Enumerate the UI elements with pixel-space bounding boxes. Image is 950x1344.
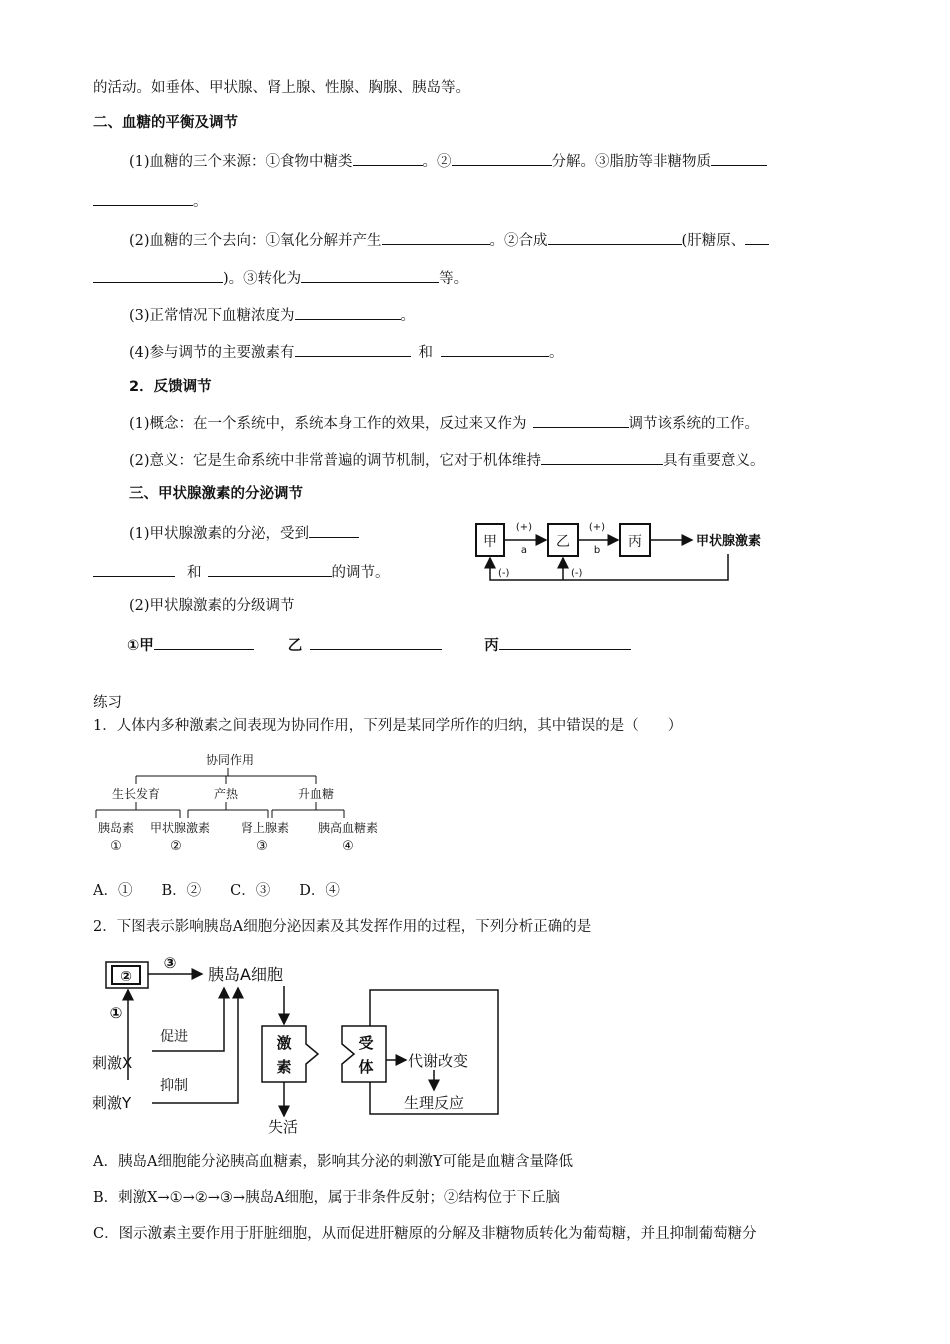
thyroid-grading-blanks xyxy=(127,634,631,656)
question-2-option-c[interactable]: C．图示激素主要作用于肝脏细胞，从而促进肝糖原的分解及非糖物质转化为葡萄糖，并且抑制葡萄糖分 xyxy=(93,1226,757,1242)
blank[interactable] xyxy=(93,267,223,283)
minus-yi: (-) xyxy=(571,568,583,579)
blank[interactable] xyxy=(93,561,175,577)
blank[interactable] xyxy=(745,229,769,245)
text: (1)甲状腺激素的分泌，受到 xyxy=(129,526,310,542)
regulating-hormones xyxy=(129,341,564,363)
text: 和 xyxy=(187,565,202,581)
islet-a-cell-diagram xyxy=(88,948,508,1138)
text: 和 xyxy=(418,345,434,361)
label-hormone-2: 素 xyxy=(276,1058,292,1076)
text: 丙 xyxy=(484,638,499,654)
blank[interactable] xyxy=(301,267,439,283)
hormone-insulin: 胰岛素 xyxy=(97,821,135,835)
label-2: ② xyxy=(120,969,132,985)
text: (3)正常情况下血糖浓度为 xyxy=(129,308,295,324)
text: ①甲 xyxy=(127,638,154,654)
text: 。 xyxy=(549,345,564,361)
blank[interactable] xyxy=(382,229,490,245)
group-heat: 产热 xyxy=(213,787,239,801)
blank[interactable] xyxy=(548,229,682,245)
blank[interactable] xyxy=(441,341,549,357)
label-b: b xyxy=(593,545,601,556)
text: 调节该系统的工作。 xyxy=(628,416,760,432)
num-4: ④ xyxy=(342,839,354,854)
thyroid-regulation-p1 xyxy=(129,522,359,544)
text: 具有重要意义。 xyxy=(663,453,765,469)
label-metabolic-change: 代谢改变 xyxy=(408,1052,469,1070)
question-2-option-a[interactable]: A．胰岛A细胞能分泌胰高血糖素，影响其分泌的刺激Y可能是血糖含量降低 xyxy=(93,1154,574,1170)
label-promote: 促进 xyxy=(160,1029,188,1045)
text: 的调节。 xyxy=(331,565,390,581)
feedback-significance xyxy=(129,449,765,471)
question-2-option-b[interactable]: B．刺激X→①→②→③→胰岛A细胞，属于非条件反射；②结构位于下丘脑 xyxy=(93,1190,561,1206)
text: 。 xyxy=(193,194,208,210)
text: (2)血糖的三个去向：①氧化分解并产生 xyxy=(129,233,382,249)
blood-sugar-concentration xyxy=(129,304,415,326)
blank[interactable] xyxy=(295,304,401,320)
blank[interactable] xyxy=(93,190,193,206)
num-3: ③ xyxy=(256,839,268,854)
text: 等。 xyxy=(439,271,469,287)
hormone-glucagon: 胰高血糖素 xyxy=(317,821,379,835)
minus-jia: (-) xyxy=(498,568,510,579)
blood-sugar-sources xyxy=(129,150,767,172)
num-2: ② xyxy=(170,839,182,854)
label-jia: 甲 xyxy=(483,534,497,550)
group-raise-sugar: 升血糖 xyxy=(297,787,335,801)
label-thyroid-hormone: 甲状腺激素 xyxy=(696,534,762,549)
question-2: 2．下图表示影响胰岛A细胞分泌因素及其发挥作用的过程，下列分析正确的是 xyxy=(93,919,592,935)
label-yi: 乙 xyxy=(556,534,570,550)
blank[interactable] xyxy=(452,150,552,166)
blank[interactable] xyxy=(711,150,767,166)
text: (1)概念：在一个系统中，系统本身工作的效果，反过来又作为 xyxy=(129,416,527,432)
section-title-blood-sugar: 二、血糖的平衡及调节 xyxy=(93,115,238,131)
blank[interactable] xyxy=(541,449,663,465)
feedback-title: 2．反馈调节 xyxy=(129,379,212,395)
practice-heading: 练习 xyxy=(93,695,122,711)
text: (1)血糖的三个来源：①食物中糖类 xyxy=(129,154,353,170)
intro-line: 的活动。如垂体、甲状腺、肾上腺、性腺、胸腺、胰岛等。 xyxy=(93,80,470,96)
blank[interactable] xyxy=(208,561,332,577)
plus-a: (+) xyxy=(515,522,533,533)
label-receptor-2: 体 xyxy=(358,1058,374,1076)
question-1-options[interactable]: A．① B．② C．③ D．④ xyxy=(93,883,340,899)
synergy-tree-diagram xyxy=(92,748,392,856)
blank[interactable] xyxy=(353,150,423,166)
label-receptor-1: 受 xyxy=(358,1034,374,1052)
label-inhibit: 抑制 xyxy=(160,1078,188,1094)
label-3: ③ xyxy=(163,954,177,972)
label-stimulus-x: 刺激X xyxy=(92,1054,133,1072)
blood-sugar-destinations xyxy=(129,229,769,251)
thyroid-grading-title: (2)甲状腺激素的分级调节 xyxy=(129,598,295,614)
blank[interactable] xyxy=(310,634,442,650)
label-1: ① xyxy=(109,1004,123,1022)
label-inactive: 失活 xyxy=(268,1118,299,1136)
text: 乙 xyxy=(287,638,303,654)
label-a: a xyxy=(520,545,528,556)
num-1: ① xyxy=(110,839,122,854)
text: (2)意义：它是生命系统中非常普遍的调节机制，它对于机体维持 xyxy=(129,453,542,469)
text: 。 xyxy=(400,308,416,324)
blank[interactable] xyxy=(154,634,254,650)
hormone-thyroid: 甲状腺激素 xyxy=(149,821,211,835)
group-growth: 生长发育 xyxy=(111,787,161,801)
hormone-adrenaline: 肾上腺素 xyxy=(240,821,290,835)
blood-sugar-sources-cont xyxy=(93,190,208,212)
tree-root: 协同作用 xyxy=(205,753,255,767)
blood-sugar-destinations-cont xyxy=(93,267,468,289)
blank[interactable] xyxy=(309,522,359,538)
text: 分解。③脂肪等非糖物质 xyxy=(551,154,712,170)
label-bing: 丙 xyxy=(628,534,642,550)
blank[interactable] xyxy=(295,341,411,357)
feedback-line-jia xyxy=(490,554,728,580)
section-title-thyroid: 三、甲状腺激素的分泌调节 xyxy=(129,486,303,502)
label-hormone-1: 激 xyxy=(276,1034,292,1052)
thyroid-regulation-diagram xyxy=(470,510,770,586)
text: (肝糖原、 xyxy=(681,233,746,249)
text: 。② xyxy=(422,154,452,170)
blank[interactable] xyxy=(533,412,629,428)
label-stimulus-y: 刺激Y xyxy=(92,1094,132,1112)
text: )。③转化为 xyxy=(223,271,302,287)
thyroid-regulation-p1-cont xyxy=(93,561,390,583)
label-islet-a-cell: 胰岛A细胞 xyxy=(208,965,283,984)
blank[interactable] xyxy=(499,634,631,650)
text: 。②合成 xyxy=(489,233,548,249)
feedback-concept xyxy=(129,412,759,434)
text: (4)参与调节的主要激素有 xyxy=(129,345,295,361)
question-1: 1．人体内多种激素之间表现为协同作用，下列是某同学所作的归纳，其中错误的是（ ） xyxy=(93,718,683,734)
label-physiological-response: 生理反应 xyxy=(404,1094,465,1112)
plus-b: (+) xyxy=(588,522,606,533)
